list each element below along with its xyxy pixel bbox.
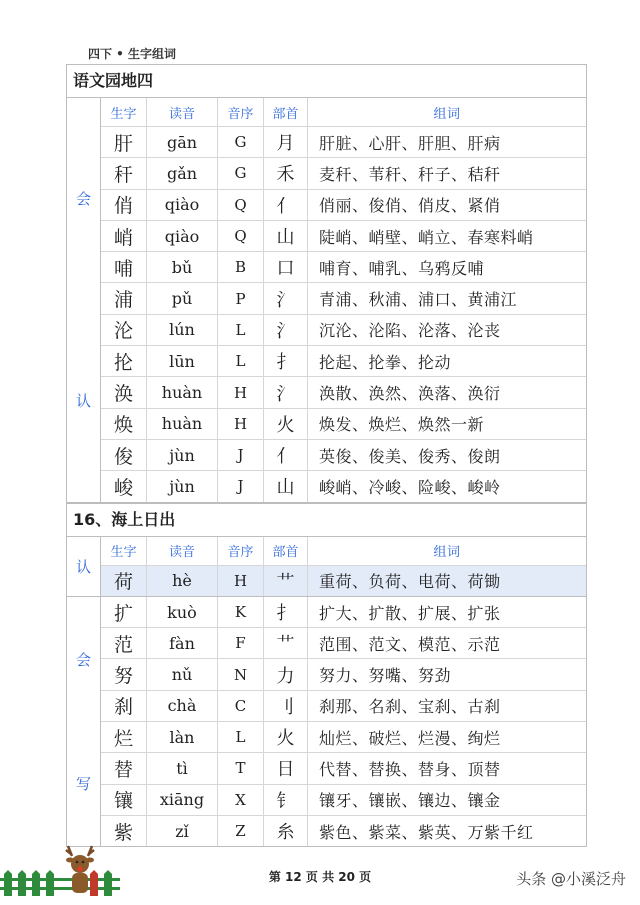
- cell-order: G: [218, 127, 264, 157]
- cell-radical: 亻: [264, 190, 308, 220]
- cell-words: 代替、替换、替身、顶替: [319, 759, 501, 779]
- table-row: [101, 190, 586, 221]
- cell-radical: 氵: [264, 283, 308, 313]
- table-row: [101, 346, 586, 377]
- section1-rows: [101, 98, 586, 502]
- cell-pinyin: qiào: [147, 221, 218, 251]
- cell-char: 范: [101, 628, 147, 658]
- cell-radical: 口: [264, 252, 308, 282]
- cell-char: 秆: [101, 158, 147, 188]
- section2-group2-rows: [101, 597, 586, 846]
- table-row: [101, 221, 586, 252]
- table-row: [101, 722, 586, 753]
- side-label: [67, 597, 101, 846]
- column-header-words: 组词: [433, 106, 461, 122]
- cell-radical: 艹: [264, 566, 308, 596]
- column-header-radical: 部首: [264, 537, 308, 565]
- side-label: [67, 537, 101, 596]
- table-row: [101, 471, 586, 501]
- watermark: 头条 @小溪泛舟: [516, 870, 626, 888]
- section2-group1-rows: [101, 537, 586, 596]
- cell-order: N: [218, 659, 264, 689]
- cell-radical: 艹: [264, 628, 308, 658]
- cell-radical: 扌: [264, 597, 308, 627]
- cell-order: J: [218, 471, 264, 501]
- cell-radical: 刂: [264, 691, 308, 721]
- cell-words: 抡起、抡拳、抡动: [319, 352, 452, 372]
- cell-pinyin: nǔ: [147, 659, 218, 689]
- cell-radical: 氵: [264, 315, 308, 345]
- cell-radical: 日: [264, 753, 308, 783]
- cell-char: 焕: [101, 409, 147, 439]
- cell-char: 峻: [101, 471, 147, 501]
- page-header: 四下 • 生字组词: [88, 47, 177, 61]
- column-header-char: 生字: [101, 98, 147, 126]
- cell-pinyin: jùn: [147, 471, 218, 501]
- cell-pinyin: hè: [147, 566, 218, 596]
- cell-words: 肝脏、心肝、肝胆、肝病: [319, 133, 501, 153]
- cell-order: L: [218, 722, 264, 752]
- column-header-words: 组词: [433, 545, 461, 561]
- cell-radical: 力: [264, 659, 308, 689]
- cell-radical: 山: [264, 221, 308, 251]
- cell-radical: 火: [264, 722, 308, 752]
- cell-pinyin: lūn: [147, 346, 218, 376]
- cell-order: H: [218, 409, 264, 439]
- cell-char: 抡: [101, 346, 147, 376]
- cell-char: 浦: [101, 283, 147, 313]
- table-row: [101, 597, 586, 628]
- side-label-text: 认: [75, 392, 91, 411]
- table-row: [101, 816, 586, 846]
- cell-radical: 扌: [264, 346, 308, 376]
- cell-radical: 亻: [264, 440, 308, 470]
- cell-words: 焕发、焕烂、焕然一新: [319, 415, 485, 435]
- cell-char: 涣: [101, 377, 147, 407]
- cell-words: 镶牙、镶嵌、镶边、镶金: [319, 791, 501, 811]
- cell-words: 峻峭、冷峻、险峻、峻岭: [319, 477, 501, 497]
- table-row: [101, 566, 586, 596]
- cell-words: 扩大、扩散、扩展、扩张: [319, 603, 501, 623]
- cell-pinyin: jùn: [147, 440, 218, 470]
- cell-char: 努: [101, 659, 147, 689]
- cell-order: Q: [218, 190, 264, 220]
- side-label-text: 会: [75, 650, 91, 669]
- section1-group: [67, 98, 586, 503]
- table-row: [101, 753, 586, 784]
- cell-pinyin: bǔ: [147, 252, 218, 282]
- cell-char: 荷: [101, 566, 147, 596]
- cell-words: 俏丽、俊俏、俏皮、紧俏: [319, 196, 501, 216]
- section2-group1: [67, 537, 586, 597]
- cell-words: 刹那、名刹、宝刹、古刹: [319, 697, 501, 717]
- cell-order: G: [218, 158, 264, 188]
- cell-words: 青浦、秋浦、浦口、黄浦江: [319, 290, 518, 310]
- cell-char: 肝: [101, 127, 147, 157]
- cell-order: L: [218, 346, 264, 376]
- cell-words: 陡峭、峭壁、峭立、春寒料峭: [319, 227, 534, 247]
- cell-order: B: [218, 252, 264, 282]
- table-row: [101, 252, 586, 283]
- side-label-text: 写: [75, 775, 91, 794]
- cell-order: Z: [218, 816, 264, 846]
- section1-title: 语文园地四: [67, 65, 586, 98]
- cell-radical: 山: [264, 471, 308, 501]
- column-header-order: 音序: [218, 537, 264, 565]
- cell-char: 紫: [101, 816, 147, 846]
- cell-pinyin: zǐ: [147, 816, 218, 846]
- cell-words: 范围、范文、模范、示范: [319, 634, 501, 654]
- cell-radical: 月: [264, 127, 308, 157]
- cell-pinyin: chà: [147, 691, 218, 721]
- cell-order: L: [218, 315, 264, 345]
- cell-pinyin: fàn: [147, 628, 218, 658]
- column-header-row: [101, 98, 586, 127]
- cell-words: 沉沦、沦陷、沦落、沦丧: [319, 321, 501, 341]
- cell-pinyin: kuò: [147, 597, 218, 627]
- table-row: [101, 409, 586, 440]
- cell-char: 扩: [101, 597, 147, 627]
- cell-order: H: [218, 566, 264, 596]
- cell-pinyin: huàn: [147, 409, 218, 439]
- cell-char: 俊: [101, 440, 147, 470]
- column-header-pinyin: 读音: [147, 537, 218, 565]
- cell-pinyin: gān: [147, 127, 218, 157]
- cell-char: 峭: [101, 221, 147, 251]
- cell-order: J: [218, 440, 264, 470]
- cell-words: 涣散、涣然、涣落、涣衍: [319, 384, 501, 404]
- cell-words: 麦秆、苇秆、秆子、秸秆: [319, 164, 501, 184]
- cell-char: 哺: [101, 252, 147, 282]
- column-header-order: 音序: [218, 98, 264, 126]
- vocabulary-table: [66, 64, 587, 847]
- cell-order: T: [218, 753, 264, 783]
- cell-radical: 钅: [264, 785, 308, 815]
- cell-order: P: [218, 283, 264, 313]
- cell-words: 灿烂、破烂、烂漫、绚烂: [319, 728, 501, 748]
- column-header-pinyin: 读音: [147, 98, 218, 126]
- table-row: [101, 628, 586, 659]
- cell-order: H: [218, 377, 264, 407]
- cell-char: 烂: [101, 722, 147, 752]
- table-row: [101, 785, 586, 816]
- cell-char: 镶: [101, 785, 147, 815]
- table-row: [101, 127, 586, 158]
- side-label-text: 认: [75, 557, 91, 576]
- cell-radical: 氵: [264, 377, 308, 407]
- cell-pinyin: huàn: [147, 377, 218, 407]
- table-row: [101, 691, 586, 722]
- table-row: [101, 659, 586, 690]
- column-header-radical: 部首: [264, 98, 308, 126]
- cell-words: 哺育、哺乳、乌鸦反哺: [319, 258, 485, 278]
- cell-pinyin: gǎn: [147, 158, 218, 188]
- column-header-char: 生字: [101, 537, 147, 565]
- cell-pinyin: lún: [147, 315, 218, 345]
- table-row: [101, 377, 586, 408]
- cell-words: 重荷、负荷、电荷、荷锄: [319, 572, 501, 592]
- cell-radical: 糸: [264, 816, 308, 846]
- cell-pinyin: pǔ: [147, 283, 218, 313]
- cell-order: C: [218, 691, 264, 721]
- side-label-text: 会: [75, 190, 91, 209]
- cell-char: 沦: [101, 315, 147, 345]
- cell-radical: 火: [264, 409, 308, 439]
- table-row: [101, 283, 586, 314]
- section2-title: 16、海上日出: [67, 503, 586, 537]
- cell-order: K: [218, 597, 264, 627]
- table-row: [101, 440, 586, 471]
- cell-pinyin: làn: [147, 722, 218, 752]
- page-footer: 第 12 页 共 20 页: [268, 870, 372, 884]
- cell-pinyin: qiào: [147, 190, 218, 220]
- cell-pinyin: xiāng: [147, 785, 218, 815]
- side-label: [67, 98, 101, 502]
- column-header-row: [101, 537, 586, 566]
- cell-char: 刹: [101, 691, 147, 721]
- cell-words: 努力、努嘴、努劲: [319, 666, 452, 686]
- cell-char: 替: [101, 753, 147, 783]
- table-row: [101, 158, 586, 189]
- cell-words: 英俊、俊美、俊秀、俊朗: [319, 446, 501, 466]
- cell-order: X: [218, 785, 264, 815]
- cell-order: Q: [218, 221, 264, 251]
- section2-group2: [67, 597, 586, 846]
- cell-char: 俏: [101, 190, 147, 220]
- cell-pinyin: tì: [147, 753, 218, 783]
- cell-order: F: [218, 628, 264, 658]
- table-row: [101, 315, 586, 346]
- cell-radical: 禾: [264, 158, 308, 188]
- cell-words: 紫色、紫菜、紫英、万紫千红: [319, 822, 534, 842]
